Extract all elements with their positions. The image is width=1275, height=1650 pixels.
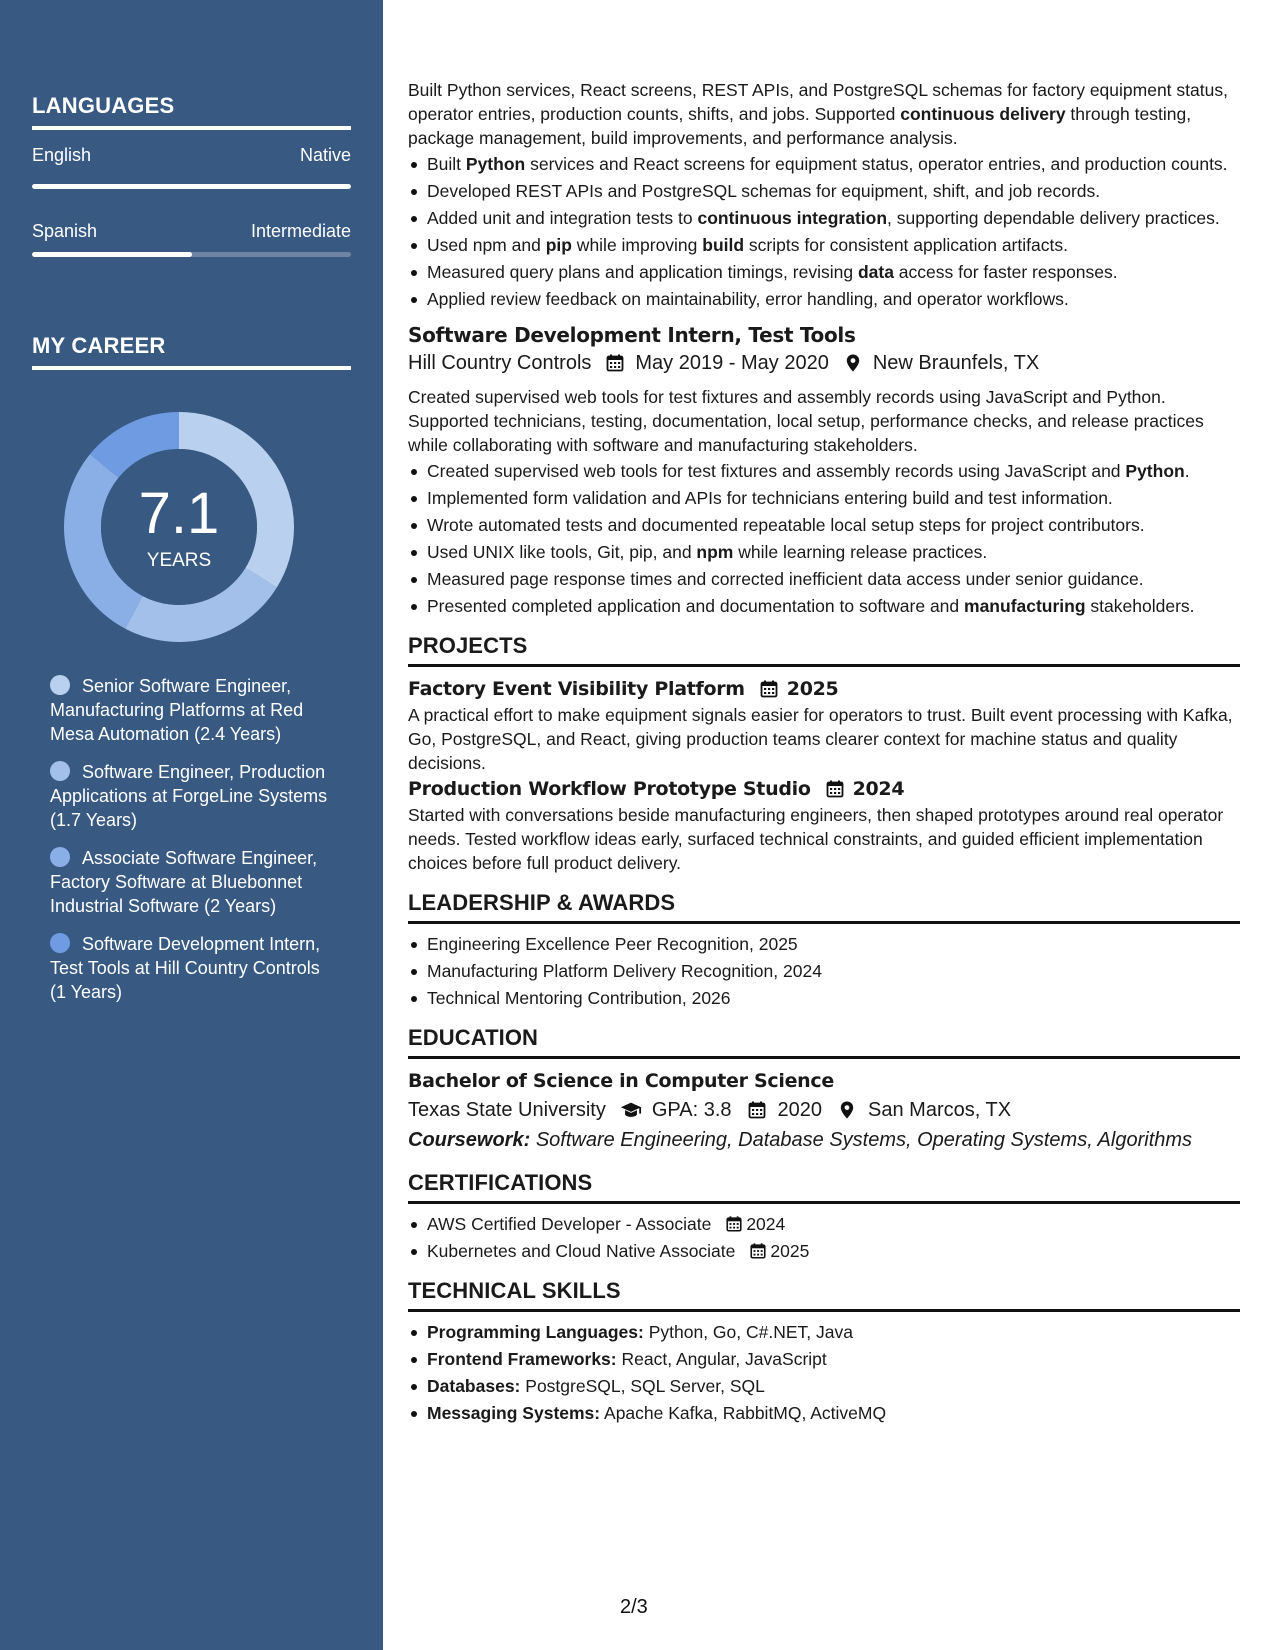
leadership-item: Engineering Excellence Peer Recognition, 2025 [408,932,1240,956]
skill-label: Messaging Systems: [427,1403,601,1423]
leadership-heading: LEADERSHIP & AWARDS [408,889,1240,924]
education-heading: EDUCATION [408,1024,1240,1059]
skill-label: Frontend Frameworks: [427,1349,617,1369]
job-bullet: Added unit and integration tests to continuous integration, supporting dependable delivery practices. [408,206,1240,230]
project-year: 2024 [852,778,905,800]
career-item-label: Associate Software Engineer, Factory Software at Bluebonnet Industrial Software (2 Years) [50,848,318,916]
skills-list [408,1320,1240,1425]
certification-name: Kubernetes and Cloud Native Associate [427,1241,736,1261]
education-gpa: GPA: 3.8 [651,1099,732,1121]
job-bullet: Implemented form validation and APIs for technicians entering build and test information. [408,486,1240,510]
career-heading: MY CAREER [32,333,351,370]
career-total-unit: YEARS [146,550,212,571]
job-bullet: Developed REST APIs and PostgreSQL schemas for equipment, shift, and job records. [408,179,1240,203]
languages-heading: LANGUAGES [32,93,351,130]
career-list [50,674,330,1018]
calendar-icon [746,1100,768,1120]
certification-item [408,1239,1240,1263]
career-dot-icon [50,847,70,867]
certification-name: AWS Certified Developer - Associate [427,1214,712,1234]
education-school: Texas State University [408,1099,606,1121]
job-bullet: Wrote automated tests and documented repeatable local setup steps for project contributors. [408,513,1240,537]
location-pin-icon [836,1100,858,1120]
certification-year: 2025 [770,1241,810,1261]
project-description: A practical effort to make equipment signals easier for operators to trust. Built event processing with Kafka, Go, PostgreSQL, and React, giving production teams clearer context for machine status and quality decisions. [408,705,1233,773]
language-level: Intermediate [250,221,351,241]
calendar-icon [725,1215,743,1233]
project-title [408,775,1240,803]
career-item-label: Software Engineer, Production Applications at ForgeLine Systems (1.7 Years) [50,762,328,830]
project-name: Factory Event Visibility Platform [408,678,745,700]
leadership-item: Technical Mentoring Contribution, 2026 [408,986,1240,1010]
calendar-icon [749,1242,767,1260]
career-dot-icon [50,761,70,781]
skill-label: Databases: [427,1376,521,1396]
skill-value: React, Angular, JavaScript [621,1349,827,1369]
sidebar [0,0,383,1650]
job-bullets [408,152,1240,311]
language-level: Native [299,145,351,165]
skill-value: Python, Go, C#.NET, Java [648,1322,853,1342]
job-bullet: Presented completed application and documentation to software and manufacturing stakeholders. [408,594,1240,618]
job-bullet: Created supervised web tools for test fixtures and assembly records using JavaScript and Python. [408,459,1240,483]
skill-item [408,1320,1240,1344]
skill-label: Programming Languages: [427,1322,644,1342]
language-name: English [32,145,92,165]
calendar-icon [759,679,779,699]
job-bullet: Built Python services and React screens for equipment status, operator entries, and production counts. [408,152,1240,176]
career-item-label: Software Development Intern, Test Tools at Hill Country Controls (1 Years) [50,934,321,1002]
job-bullet: Used npm and pip while improving build scripts for consistent application artifacts. [408,233,1240,257]
main-content [408,78,1240,1428]
education-location: San Marcos, TX [868,1099,1012,1121]
job-location: New Braunfels, TX [872,352,1040,374]
job-dates: May 2019 - May 2020 [635,352,829,374]
project-name: Production Workflow Prototype Studio [408,778,811,800]
skill-item [408,1374,1240,1398]
career-item [50,760,330,832]
job-bullet: Applied review feedback on maintainability, error handling, and operator workflows. [408,287,1240,311]
skill-item [408,1401,1240,1425]
calendar-icon [825,779,845,799]
job-company: Hill Country Controls [408,352,592,374]
language-bar-spanish [32,252,351,257]
career-item [50,932,330,1004]
coursework-label: Coursework: [408,1129,531,1151]
skill-value: Apache Kafka, RabbitMQ, ActiveMQ [604,1403,887,1423]
education-meta [408,1095,1240,1125]
skill-value: PostgreSQL, SQL Server, SQL [525,1376,765,1396]
page-number: 2/3 [620,1596,648,1618]
project-description: Started with conversations beside manufacturing engineers, then shaped prototypes around real operator needs. Tested workflow ideas early, surfaced technical constraints, and guided efficient implementation choices before full product delivery. [408,805,1224,873]
language-bar-fill [32,184,351,189]
career-total [64,412,294,642]
career-total-value: 7.1 [138,481,220,546]
education-coursework [408,1125,1240,1155]
education-degree: Bachelor of Science in Computer Science [408,1070,834,1092]
education-year: 2020 [777,1099,823,1121]
job-bullet: Measured query plans and application timings, revising data access for faster responses. [408,260,1240,284]
career-item [50,674,330,746]
certifications-list [408,1212,1240,1263]
language-name: Spanish [32,221,98,241]
skill-item [408,1347,1240,1371]
job-bullet: Measured page response times and corrected inefficient data access under senior guidance. [408,567,1240,591]
project-year: 2025 [786,678,839,700]
location-pin-icon [843,353,863,373]
graduation-cap-icon [620,1100,642,1120]
career-item-label: Senior Software Engineer, Manufacturing Platforms at Red Mesa Automation (2.4 Years) [50,676,304,744]
career-dot-icon [50,675,70,695]
certifications-heading: CERTIFICATIONS [408,1169,1240,1204]
leadership-item: Manufacturing Platform Delivery Recognition, 2024 [408,959,1240,983]
coursework-value: Software Engineering, Database Systems, Operating Systems, Algorithms [535,1129,1193,1151]
leadership-list [408,932,1240,1010]
language-row-spanish [32,221,351,242]
projects-heading: PROJECTS [408,632,1240,667]
skills-heading: TECHNICAL SKILLS [408,1277,1240,1312]
job-summary: Created supervised web tools for test fixtures and assembly records using JavaScript and Python. Supported technicians, testing, documentation, local setup, performance checks, and release practices while collaborating with software and manufacturing stakeholders. [408,387,1204,455]
project-title [408,675,1240,703]
calendar-icon [605,353,625,373]
job-summary: Built Python services, React screens, REST APIs, and PostgreSQL schemas for factory equipment status, operator entries, production counts, shifts, and jobs. Supported continuous delivery through testing, package management, build improvements, and performance analysis. [408,80,1228,148]
job-meta [408,349,1240,377]
job-bullet: Used UNIX like tools, Git, pip, and npm while learning release practices. [408,540,1240,564]
language-row-english [32,145,351,166]
certification-year: 2024 [746,1214,786,1234]
career-item [50,846,330,918]
job-title: Software Development Intern, Test Tools [408,323,856,347]
language-bar-fill [32,252,192,257]
career-donut-chart [64,412,294,642]
language-bar-english [32,184,351,189]
job-bullets [408,459,1240,618]
certification-item [408,1212,1240,1236]
career-dot-icon [50,933,70,953]
